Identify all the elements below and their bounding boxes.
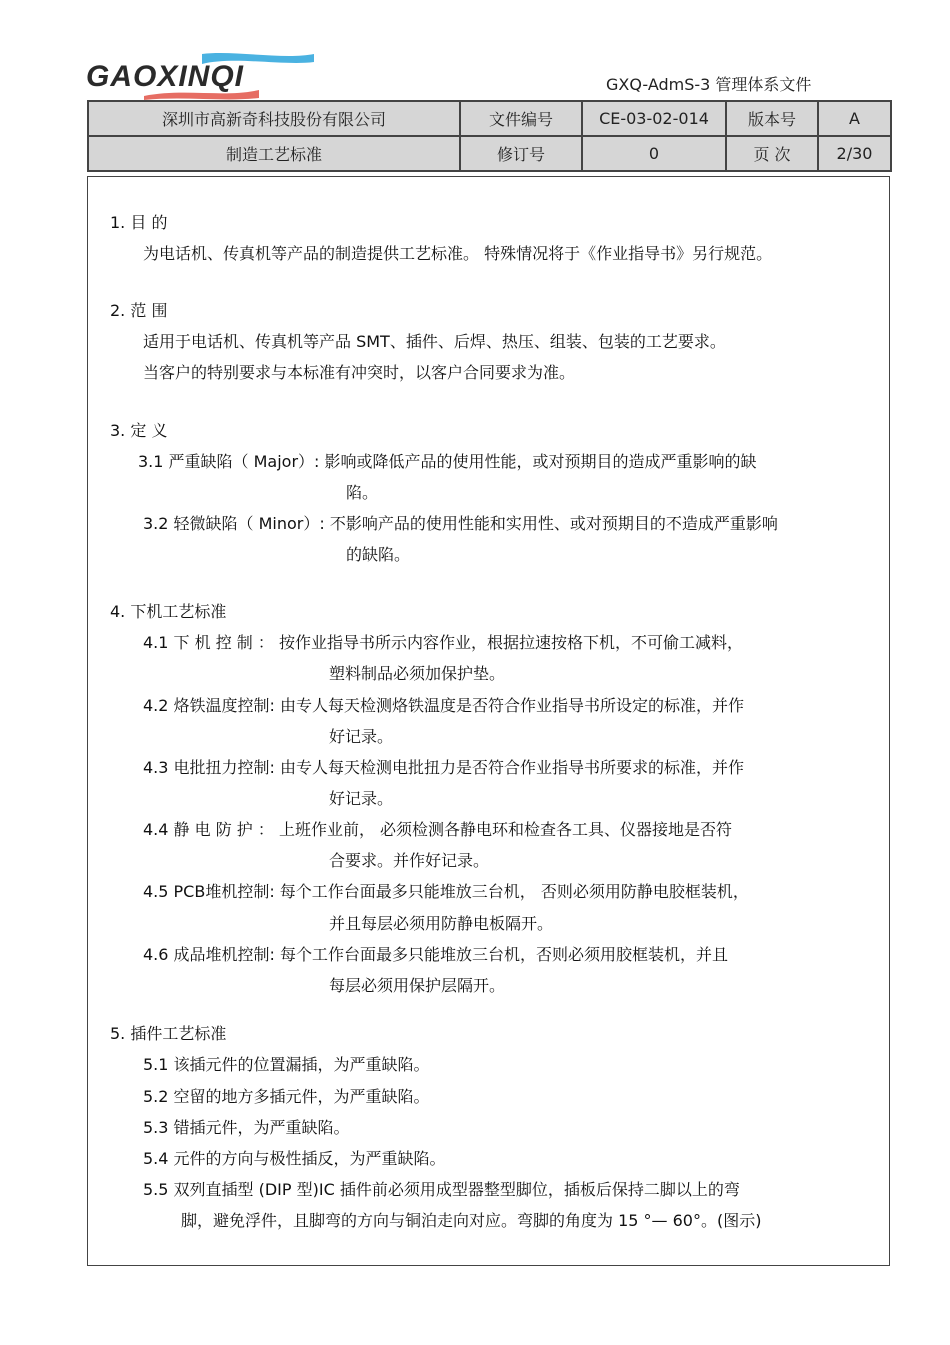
item-4-4-cont: 合要求。并作好记录。: [329, 851, 490, 870]
item-4-5: 4.5 PCB堆机控制: 每个工作台面最多只能堆放三台机， 否则必须用防静电胶框装机，: [143, 882, 749, 901]
item-4-6: 4.6 成品堆机控制: 每个工作台面最多只能堆放三台机，否则必须用胶框装机，并且: [143, 945, 729, 964]
section-2-text-1: 适用于电话机、传真机等产品 SMT、插件、后焊、热压、组装、包装的工艺要求。: [143, 332, 726, 351]
header-row-1: [88, 101, 891, 136]
item-4-3-cont: 好记录。: [329, 789, 394, 808]
version-value: A: [818, 101, 891, 136]
revision-value: 0: [582, 136, 726, 171]
item-5-5-cont: 脚，避免浮件，且脚弯的方向与铜泊走向对应。弯脚的角度为 15 °— 60°。(图示): [181, 1211, 762, 1230]
section-2-text-2: 当客户的特别要求与本标准有冲突时，以客户合同要求为准。: [143, 363, 576, 382]
page-label: 页 次: [726, 136, 818, 171]
item-5-4: 5.4 元件的方向与极性插反，为严重缺陷。: [143, 1149, 446, 1168]
header-table: [87, 100, 892, 172]
section-4-title: 4. 下机工艺标准: [110, 602, 227, 621]
definition-major-cont: 陷。: [346, 483, 379, 502]
item-5-1: 5.1 该插元件的位置漏插，为严重缺陷。: [143, 1055, 430, 1074]
page-value: 2/30: [818, 136, 891, 171]
company-logo: [84, 52, 314, 100]
item-4-4: 4.4 静 电 防 护 ： 上班作业前， 必须检测各静电环和检查各工具、仪器接地是否符: [143, 820, 733, 839]
definition-minor: 3.2 轻微缺陷（ Minor）: 不影响产品的使用性能和实用性、或对预期目的不造成严重影响: [143, 514, 778, 533]
item-4-5-cont: 并且每层必须用防静电板隔开。: [329, 914, 554, 933]
item-5-3: 5.3 错插元件，为严重缺陷。: [143, 1118, 350, 1137]
section-3-title: 3. 定 义: [110, 421, 168, 440]
item-5-2: 5.2 空留的地方多插元件，为严重缺陷。: [143, 1087, 430, 1106]
item-4-2-cont: 好记录。: [329, 727, 394, 746]
document-title: 制造工艺标准: [88, 136, 460, 171]
item-4-1: 4.1 下 机 控 制 ： 按作业指导书所示内容作业，根据拉速按格下机，不可偷工减料，: [143, 633, 743, 652]
section-1-text: 为电话机、传真机等产品的制造提供工艺标准。 特殊情况将于《作业指导书》另行规范。: [143, 244, 773, 263]
section-2-title: 2. 范 围: [110, 301, 168, 320]
definition-major: 3.1 严重缺陷（ Major）: 影响或降低产品的使用性能，或对预期目的造成严重影响的缺: [138, 452, 757, 471]
file-no-label: 文件编号: [460, 101, 582, 136]
item-4-6-cont: 每层必须用保护层隔开。: [329, 976, 506, 995]
logo-text: GAOXINQI: [86, 60, 245, 93]
section-5-title: 5. 插件工艺标准: [110, 1024, 227, 1043]
item-4-1-cont: 塑料制品必须加保护垫。: [329, 664, 506, 683]
file-no-value: CE-03-02-014: [582, 101, 726, 136]
document-code: GXQ-AdmS-3 管理体系文件: [606, 75, 812, 94]
item-4-3: 4.3 电批扭力控制: 由专人每天检测电批扭力是否符合作业指导书所要求的标准，并作: [143, 758, 745, 777]
revision-label: 修订号: [460, 136, 582, 171]
header-row-2: [88, 136, 891, 171]
version-label: 版本号: [726, 101, 818, 136]
definition-minor-cont: 的缺陷。: [346, 545, 411, 564]
company-name: 深圳市高新奇科技股份有限公司: [88, 101, 460, 136]
section-1-title: 1. 目 的: [110, 213, 168, 232]
item-5-5: 5.5 双列直插型 (DIP 型)IC 插件前必须用成型器整型脚位，插板后保持二脚以上的弯: [143, 1180, 740, 1199]
item-4-2: 4.2 烙铁温度控制: 由专人每天检测烙铁温度是否符合作业指导书所设定的标准，并作: [143, 696, 745, 715]
